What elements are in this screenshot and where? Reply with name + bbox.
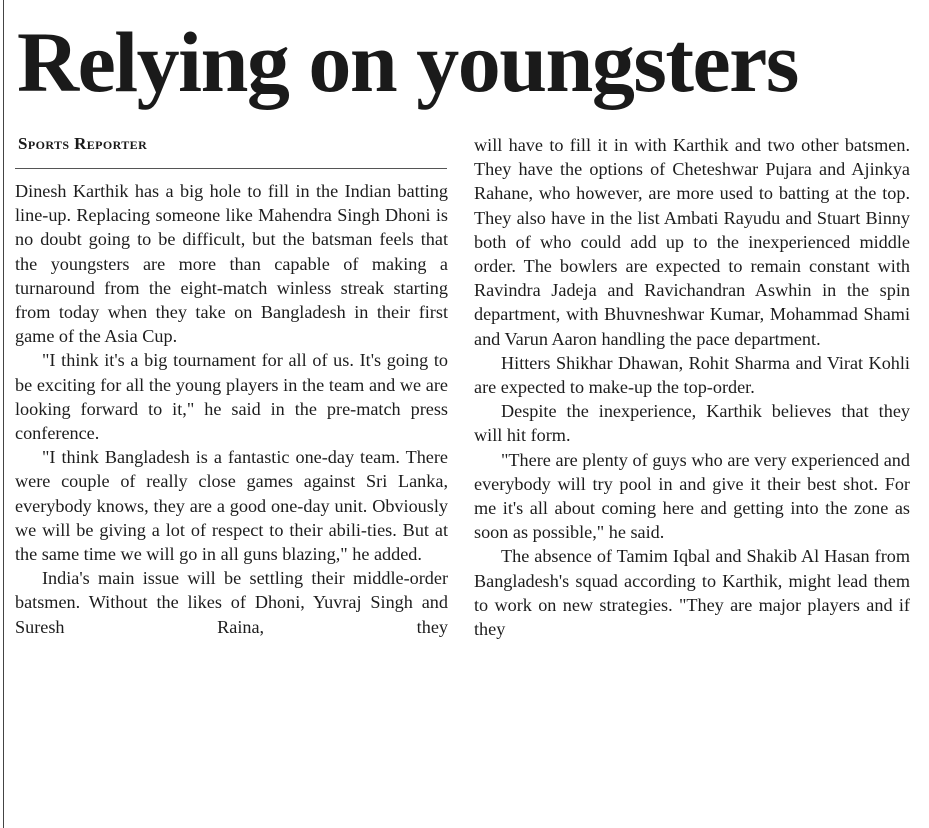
paragraph: "I think it's a big tournament for all of us. It's going to be exciting for all the young players in the team and we are looking forward to it," he said in the pre-match press conference. [15,350,448,444]
paragraph: The absence of Tamim Iqbal and Shakib Al Hasan from Bangladesh's squad according to Karthik, might lead them to work on new strategies. "They are major players and if they [474,546,910,640]
byline-divider [15,168,447,169]
paragraph-continued: will have to fill it in with Karthik and two other batsmen. They have the options of Cheteshwar Pujara and Ajinkya Rahane, who however, are more used to batting at the top. They also have in the list Ambati Rayudu and Stuart Binny both of who could add up to the inexperienced middle order. The bowlers are expected to remain constant with Ravindra Jadeja and Ravichandran Aswhin in the spin department, with Bhuvneshwar Kumar, Mohammad Shami and Varun Aaron handling the pace department. [474,135,910,349]
paragraph: Despite the inexperience, Karthik believes that they will hit form. [474,401,910,446]
page-border [3,0,4,828]
paragraph-lead: Dinesh Karthik has a big hole to fill in the Indian batting line-up. Replacing someone like Mahendra Singh Dhoni is no doubt going to be difficult, but the batsman feels that the youngsters are more than capable of making a turnaround from the eight-match winless streak starting from today when they take on Bangladesh in their first game of the Asia Cup. [15,181,448,347]
paragraph: Hitters Shikhar Dhawan, Rohit Sharma and Virat Kohli are expected to make-up the top-order. [474,352,910,398]
paragraph: "I think Bangladesh is a fantastic one-day team. There were couple of really close games against Sri Lanka, everybody knows, they are a good one-day unit. Obviously we will be giving a lot of respect to their abili-ties. But at the same time we will go in all guns blazing," he added. [15,447,448,565]
byline: Sports Reporter [18,134,148,153]
paragraph: "There are plenty of guys who are very experienced and everybody will try pool in and give it their best shot. For me it's all about coming here and getting into the zone as soon as possible," he said. [474,449,910,543]
article-column-left [15,179,448,639]
headline: Relying on youngsters [17,14,798,110]
paragraph: India's main issue will be settling their middle-order batsmen. Without the likes of Dhoni, Yuvraj Singh and Suresh Raina, they [15,568,448,637]
article-column-right [474,133,910,641]
